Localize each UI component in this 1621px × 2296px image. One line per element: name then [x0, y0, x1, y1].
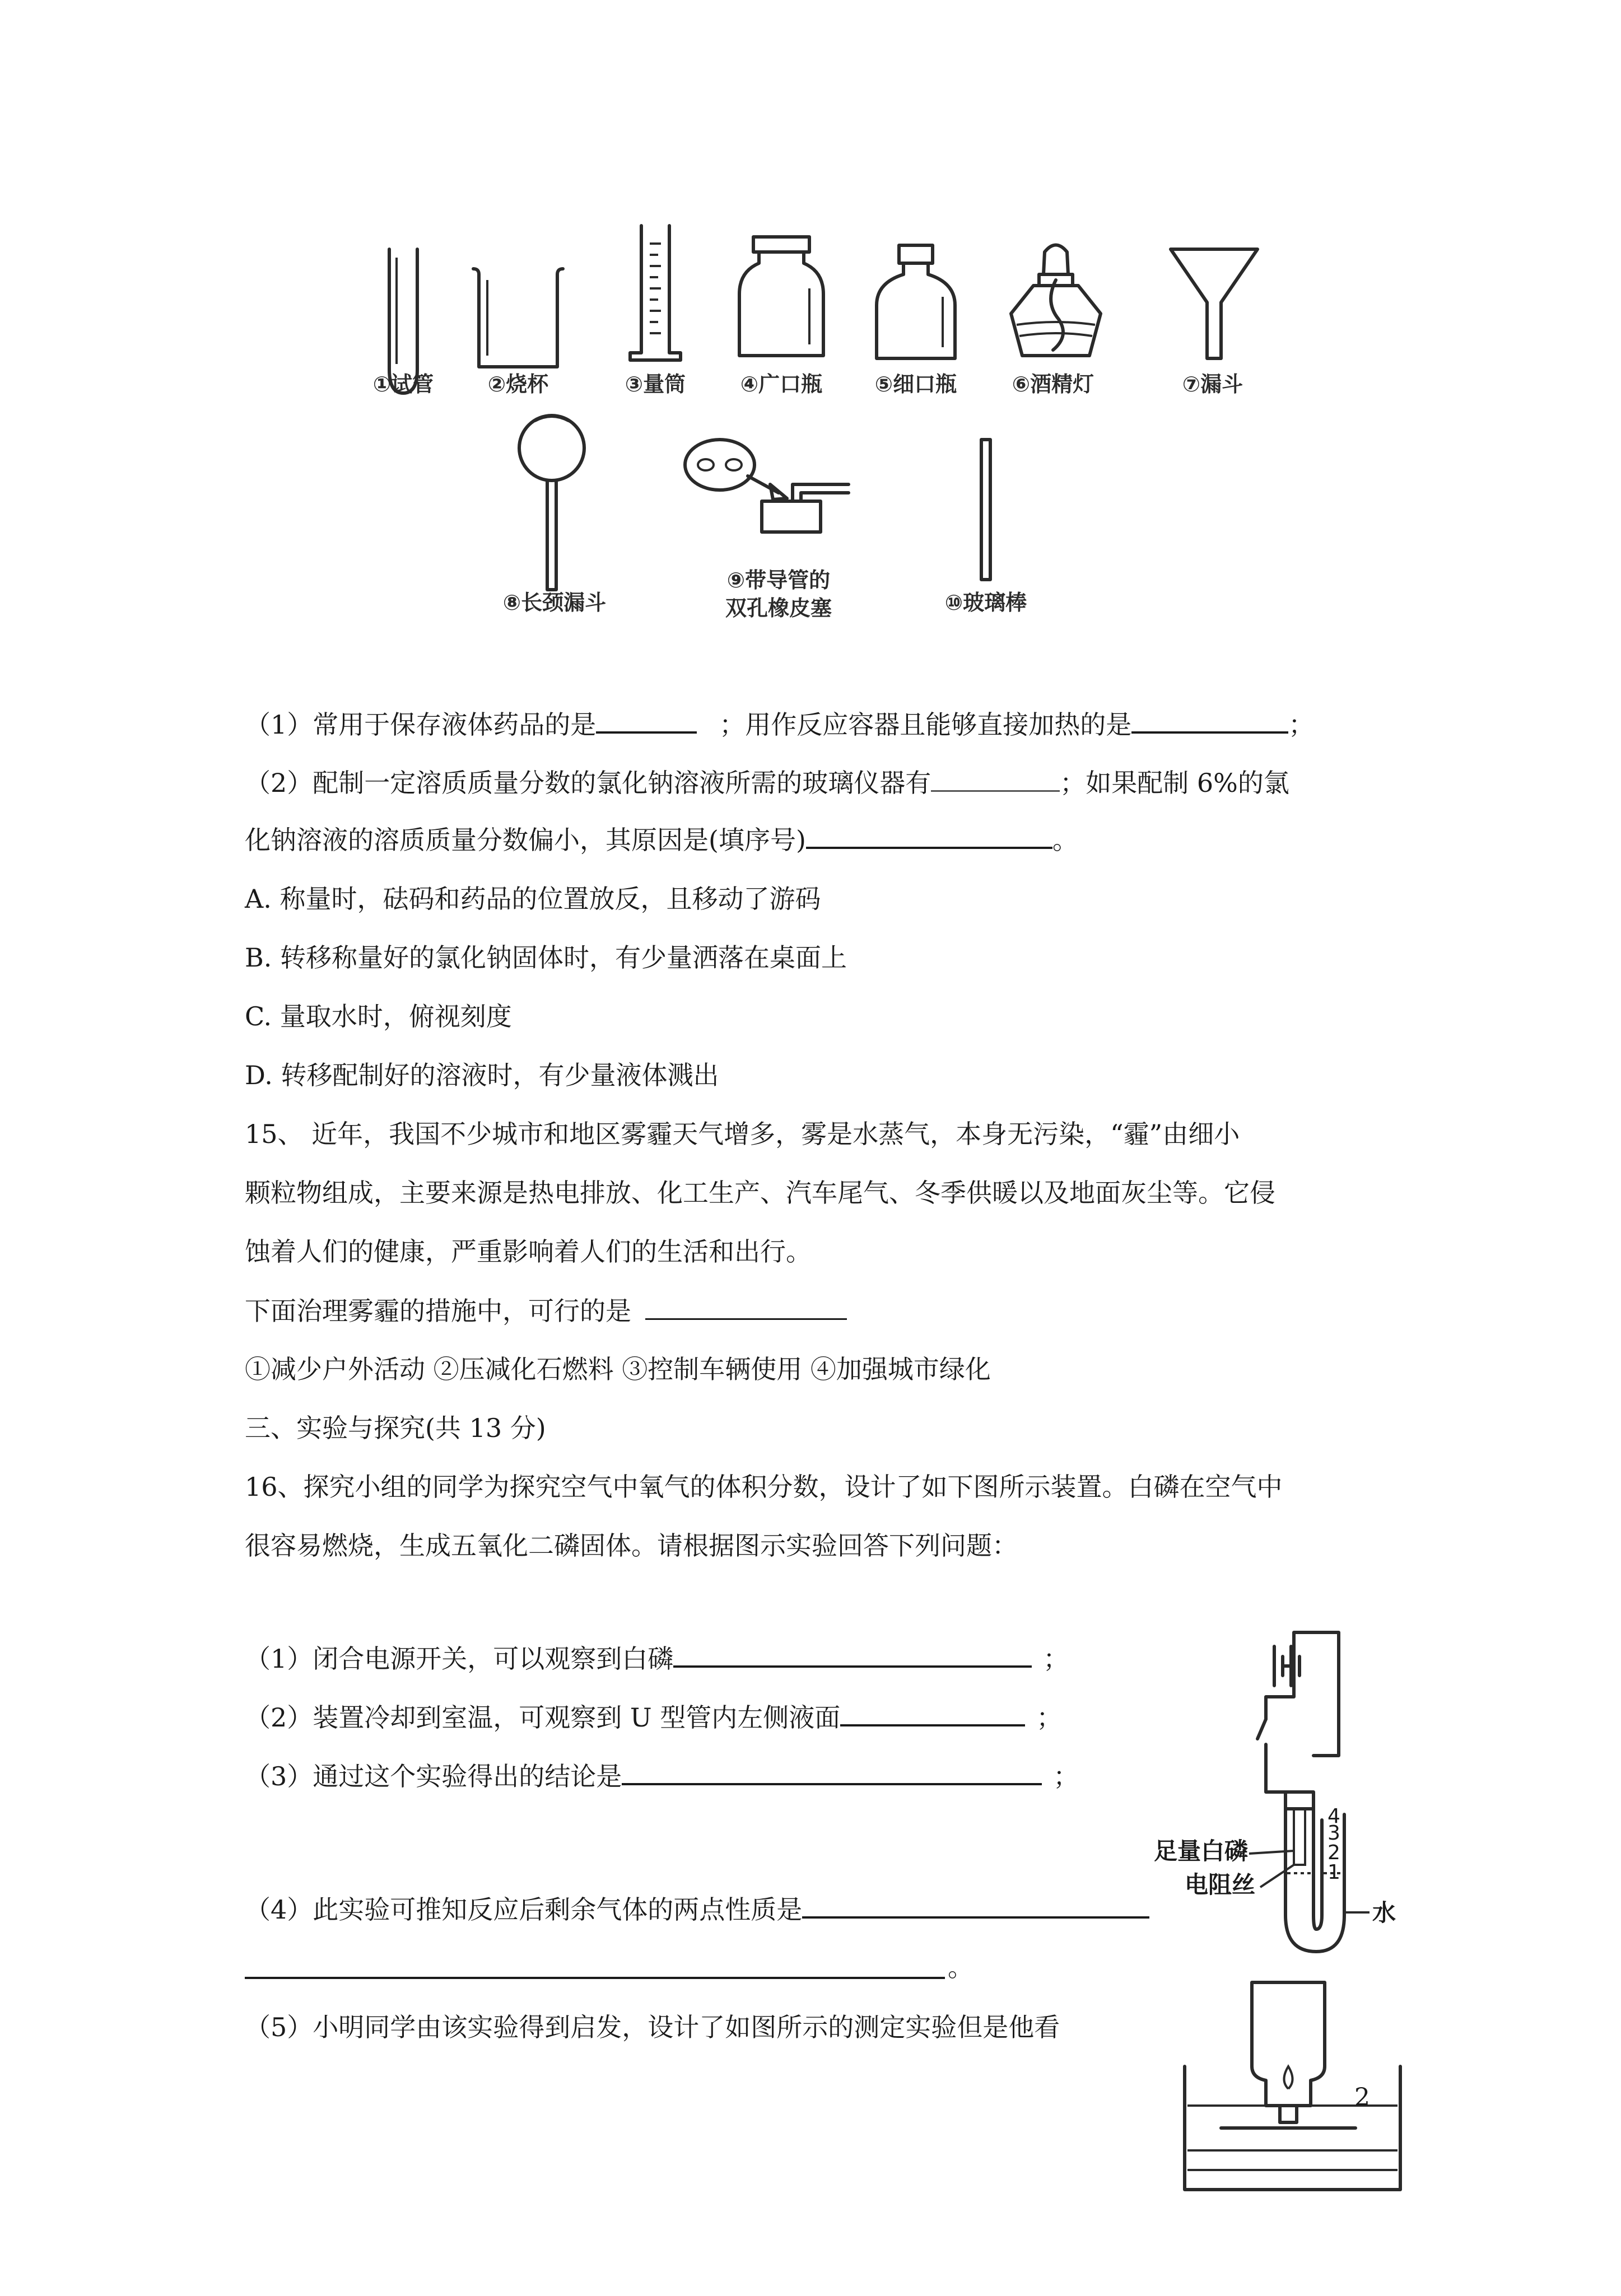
inverted-bottle [1252, 1982, 1325, 2106]
label-resistor: 电阻丝 [1185, 1871, 1256, 1898]
q16-sub4-end: 。 [948, 1952, 973, 1982]
q15-line1: 15、 近年，我国不少城市和地区雾霾天气增多，雾是水蒸气，本身无污染，“霾”由细小 [245, 1119, 1240, 1149]
answer-blank[interactable] [806, 822, 1052, 849]
equipment-label: ⑩玻璃棒 [944, 590, 1027, 615]
long-neck-funnel-icon [501, 412, 602, 596]
q16-line1: 16、探究小组的同学为探究空气中氧气的体积分数，设计了如下图所示装置。白磷在空气中 [245, 1472, 1283, 1502]
equipment-label: ⑥酒精灯 [1012, 372, 1094, 396]
answer-blank[interactable] [840, 1700, 1025, 1726]
section-heading: 三、实验与探究(共 13 分) [245, 1413, 546, 1443]
q16-sub2: （2）装置冷却到室温，可观察到 U 型管内左侧液面 ； [245, 1700, 1062, 1734]
q16-sub3: （3）通过这个实验得出的结论是 ； [245, 1758, 1079, 1793]
scale-3: 3 [1327, 1822, 1340, 1845]
q15-line4: 下面治理雾霾的措施中，可行的是 [245, 1294, 847, 1328]
q15-line3: 蚀着人们的健康，严重影响着人们的生活和出行。 [245, 1236, 812, 1267]
label-water: 水 [1372, 1899, 1396, 1926]
answer-blank[interactable] [673, 1641, 1032, 1668]
q15-line2: 颗粒物组成，主要来源是热电排放、化工生产、汽车尾气、冬季供暖以及地面灰尘等。它侵 [245, 1178, 1275, 1208]
q14-part2: （2）配制一定溶质质量分数的氯化钠溶液所需的玻璃仪器有 ；如果配制 6%的氯 [245, 766, 1289, 800]
funnel-icon [1168, 246, 1263, 375]
rubber-stopper-icon [681, 431, 860, 543]
answer-blank[interactable] [245, 1954, 945, 1979]
q15-options: ①减少户外活动 ②压减化石燃料 ③控制车辆使用 ④加强城市绿化 [245, 1354, 991, 1384]
equipment-label: ③量筒 [625, 372, 686, 396]
equipment-label: ④广口瓶 [740, 372, 823, 396]
graduated-cylinder-icon [619, 221, 692, 367]
equipment-label: 双孔橡皮塞 [725, 596, 832, 620]
circuit-wire [1294, 1632, 1339, 1756]
answer-blank[interactable] [645, 1294, 847, 1320]
equipment-label: ⑦漏斗 [1182, 372, 1243, 396]
q16-sub5: （5）小明同学由该实验得到启发，设计了如图所示的测定实验但是他看 [245, 2012, 1060, 2042]
apparatus-figure [1154, 1624, 1512, 2296]
equipment-label: ①试管 [372, 372, 434, 396]
q14-part1: （1）常用于保存液体药品的是 ；用作反应容器且能够直接加热的是 ； [245, 707, 1314, 741]
answer-blank[interactable] [802, 1892, 1149, 1919]
equipment-label: ②烧杯 [487, 372, 549, 396]
answer-blank[interactable] [622, 1758, 1042, 1785]
answer-blank[interactable] [931, 766, 1060, 792]
alcohol-lamp-icon [1000, 235, 1112, 364]
q14-part2-cont: 化钠溶液的溶质质量分数偏小，其原因是(填序号) 。 [245, 822, 1078, 857]
q14-option-a: A. 称量时，砝码和药品的位置放反，且移动了游码 [245, 884, 821, 914]
beaker-icon [471, 266, 566, 378]
label-phosphorus: 足量白磷 [1154, 1837, 1249, 1865]
q16-line2: 很容易燃烧，生成五氧化二磷固体。请根据图示实验回答下列问题： [245, 1530, 1018, 1561]
equipment-label: ⑧长颈漏斗 [502, 590, 607, 615]
scale-2: 2 [1327, 1841, 1340, 1864]
wide-mouth-bottle-icon [734, 232, 829, 361]
candle-flame-icon [1284, 2066, 1293, 2089]
narrow-mouth-bottle-icon [871, 241, 961, 364]
glass-rod-icon [969, 437, 1003, 588]
page-number: 2 [1354, 2083, 1370, 2112]
q16-sub1: （1）闭合电源开关，可以观察到白磷 ； [245, 1641, 1069, 1676]
q14-option-d: D. 转移配制好的溶液时，有少量液体溅出 [245, 1060, 719, 1090]
answer-blank[interactable] [1131, 707, 1288, 734]
q16-sub4: （4）此实验可推知反应后剩余气体的两点性质是 [245, 1892, 1149, 1926]
scale-1: 1 [1327, 1861, 1340, 1884]
q14-option-b: B. 转移称量好的氯化钠固体时，有少量洒落在桌面上 [245, 942, 847, 973]
equipment-label: ⑤细口瓶 [874, 372, 957, 396]
q14-option-c: C. 量取水时，俯视刻度 [245, 1001, 512, 1032]
equipment-label: ⑨带导管的 [726, 568, 831, 592]
answer-blank[interactable] [596, 707, 697, 734]
scale-4: 4 [1327, 1805, 1340, 1828]
